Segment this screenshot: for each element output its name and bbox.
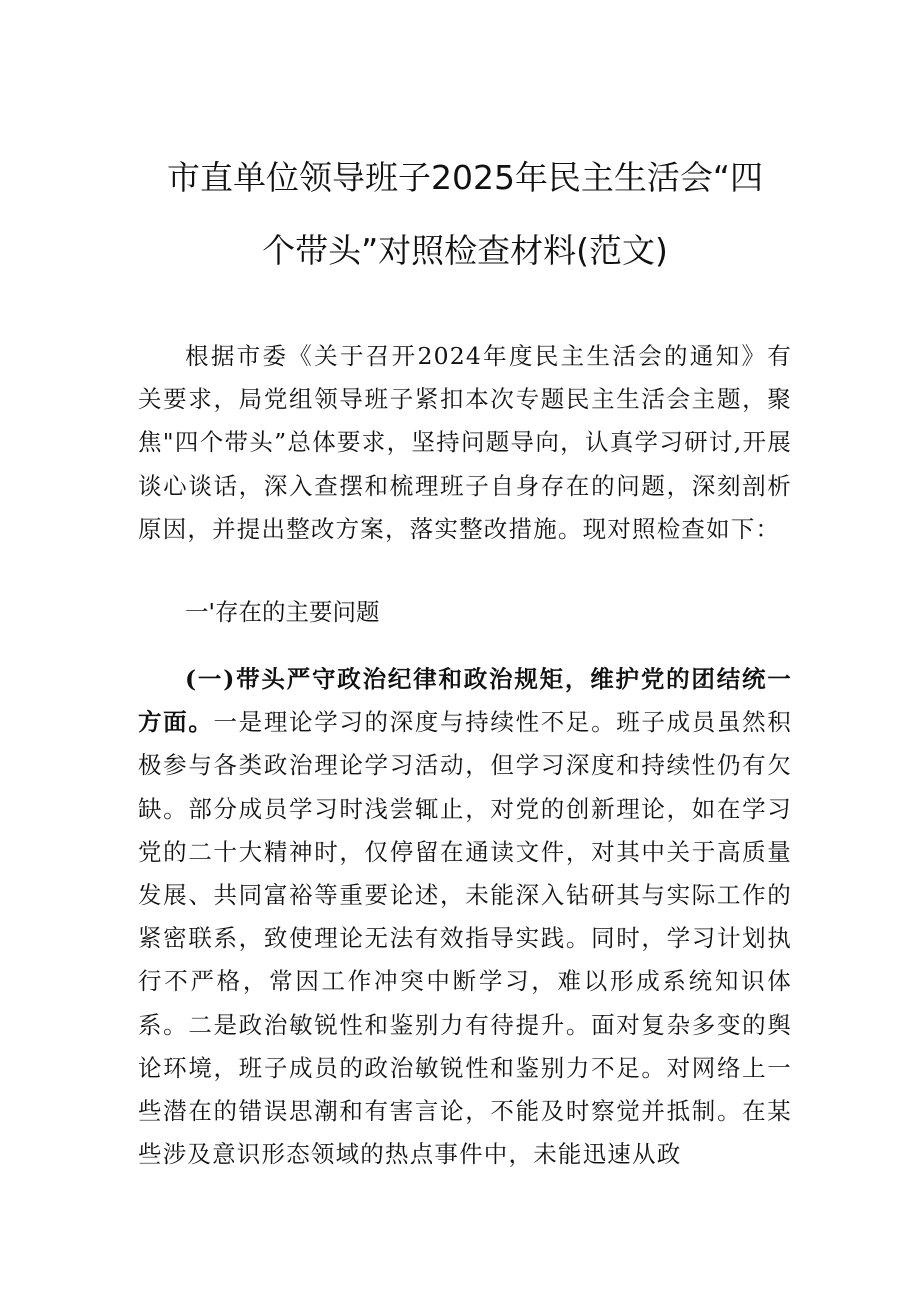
title-line-1: 市直单位领导班子2025年民主生活会“四 xyxy=(166,158,764,197)
section-1-lead: (一)带头严守政治纪律和政治规矩，维护党的团结统一方面。 xyxy=(138,665,792,737)
section-heading-main-problems: 一'存在的主要问题 xyxy=(185,598,380,627)
intro-paragraph: 根据市委《关于召开2024年度民主生活会的通知》有关要求，局党组领导班子紧扣本次专题民主生活会主题，聚焦"四个带头”总体要求，坚持问题导向，认真学习研讨,开展谈心谈话，深入查摆和梳理班子自身存在的问题，深刻剖析原因，并提出整改方案，落实整改措施。现对照检查如下： xyxy=(138,342,792,543)
section-1-body: 一是理论学习的深度与持续性不足。班子成员虽然积极参与各类政治理论学习活动，但学习深度和持续性仍有欠缺。部分成员学习时浅尝辄止，对党的创新理论，如在学习党的二十大精神时，仅停留在通读文件，对其中关于高质量发展、共同富裕等重要论述，未能深入钻研其与实际工作的紧密联系，致使理论无法有效指导实践。同时，学习计划执行不严格，常因工作冲突中断学习，难以形成系统知识体系。二是政治敏锐性和鉴别力有待提升。面对复杂多变的舆论环境，班子成员的政治敏锐性和鉴别力不足。对网络上一些潜在的错误思潮和有害言论，不能及时察觉并抵制。在某些涉及意识形态领域的热点事件中，未能迅速从政 xyxy=(138,708,792,1169)
title-line-2: 个带头”对照检查材料(范文) xyxy=(262,231,668,270)
section-1-paragraph xyxy=(138,658,792,1176)
document-title xyxy=(138,141,792,287)
